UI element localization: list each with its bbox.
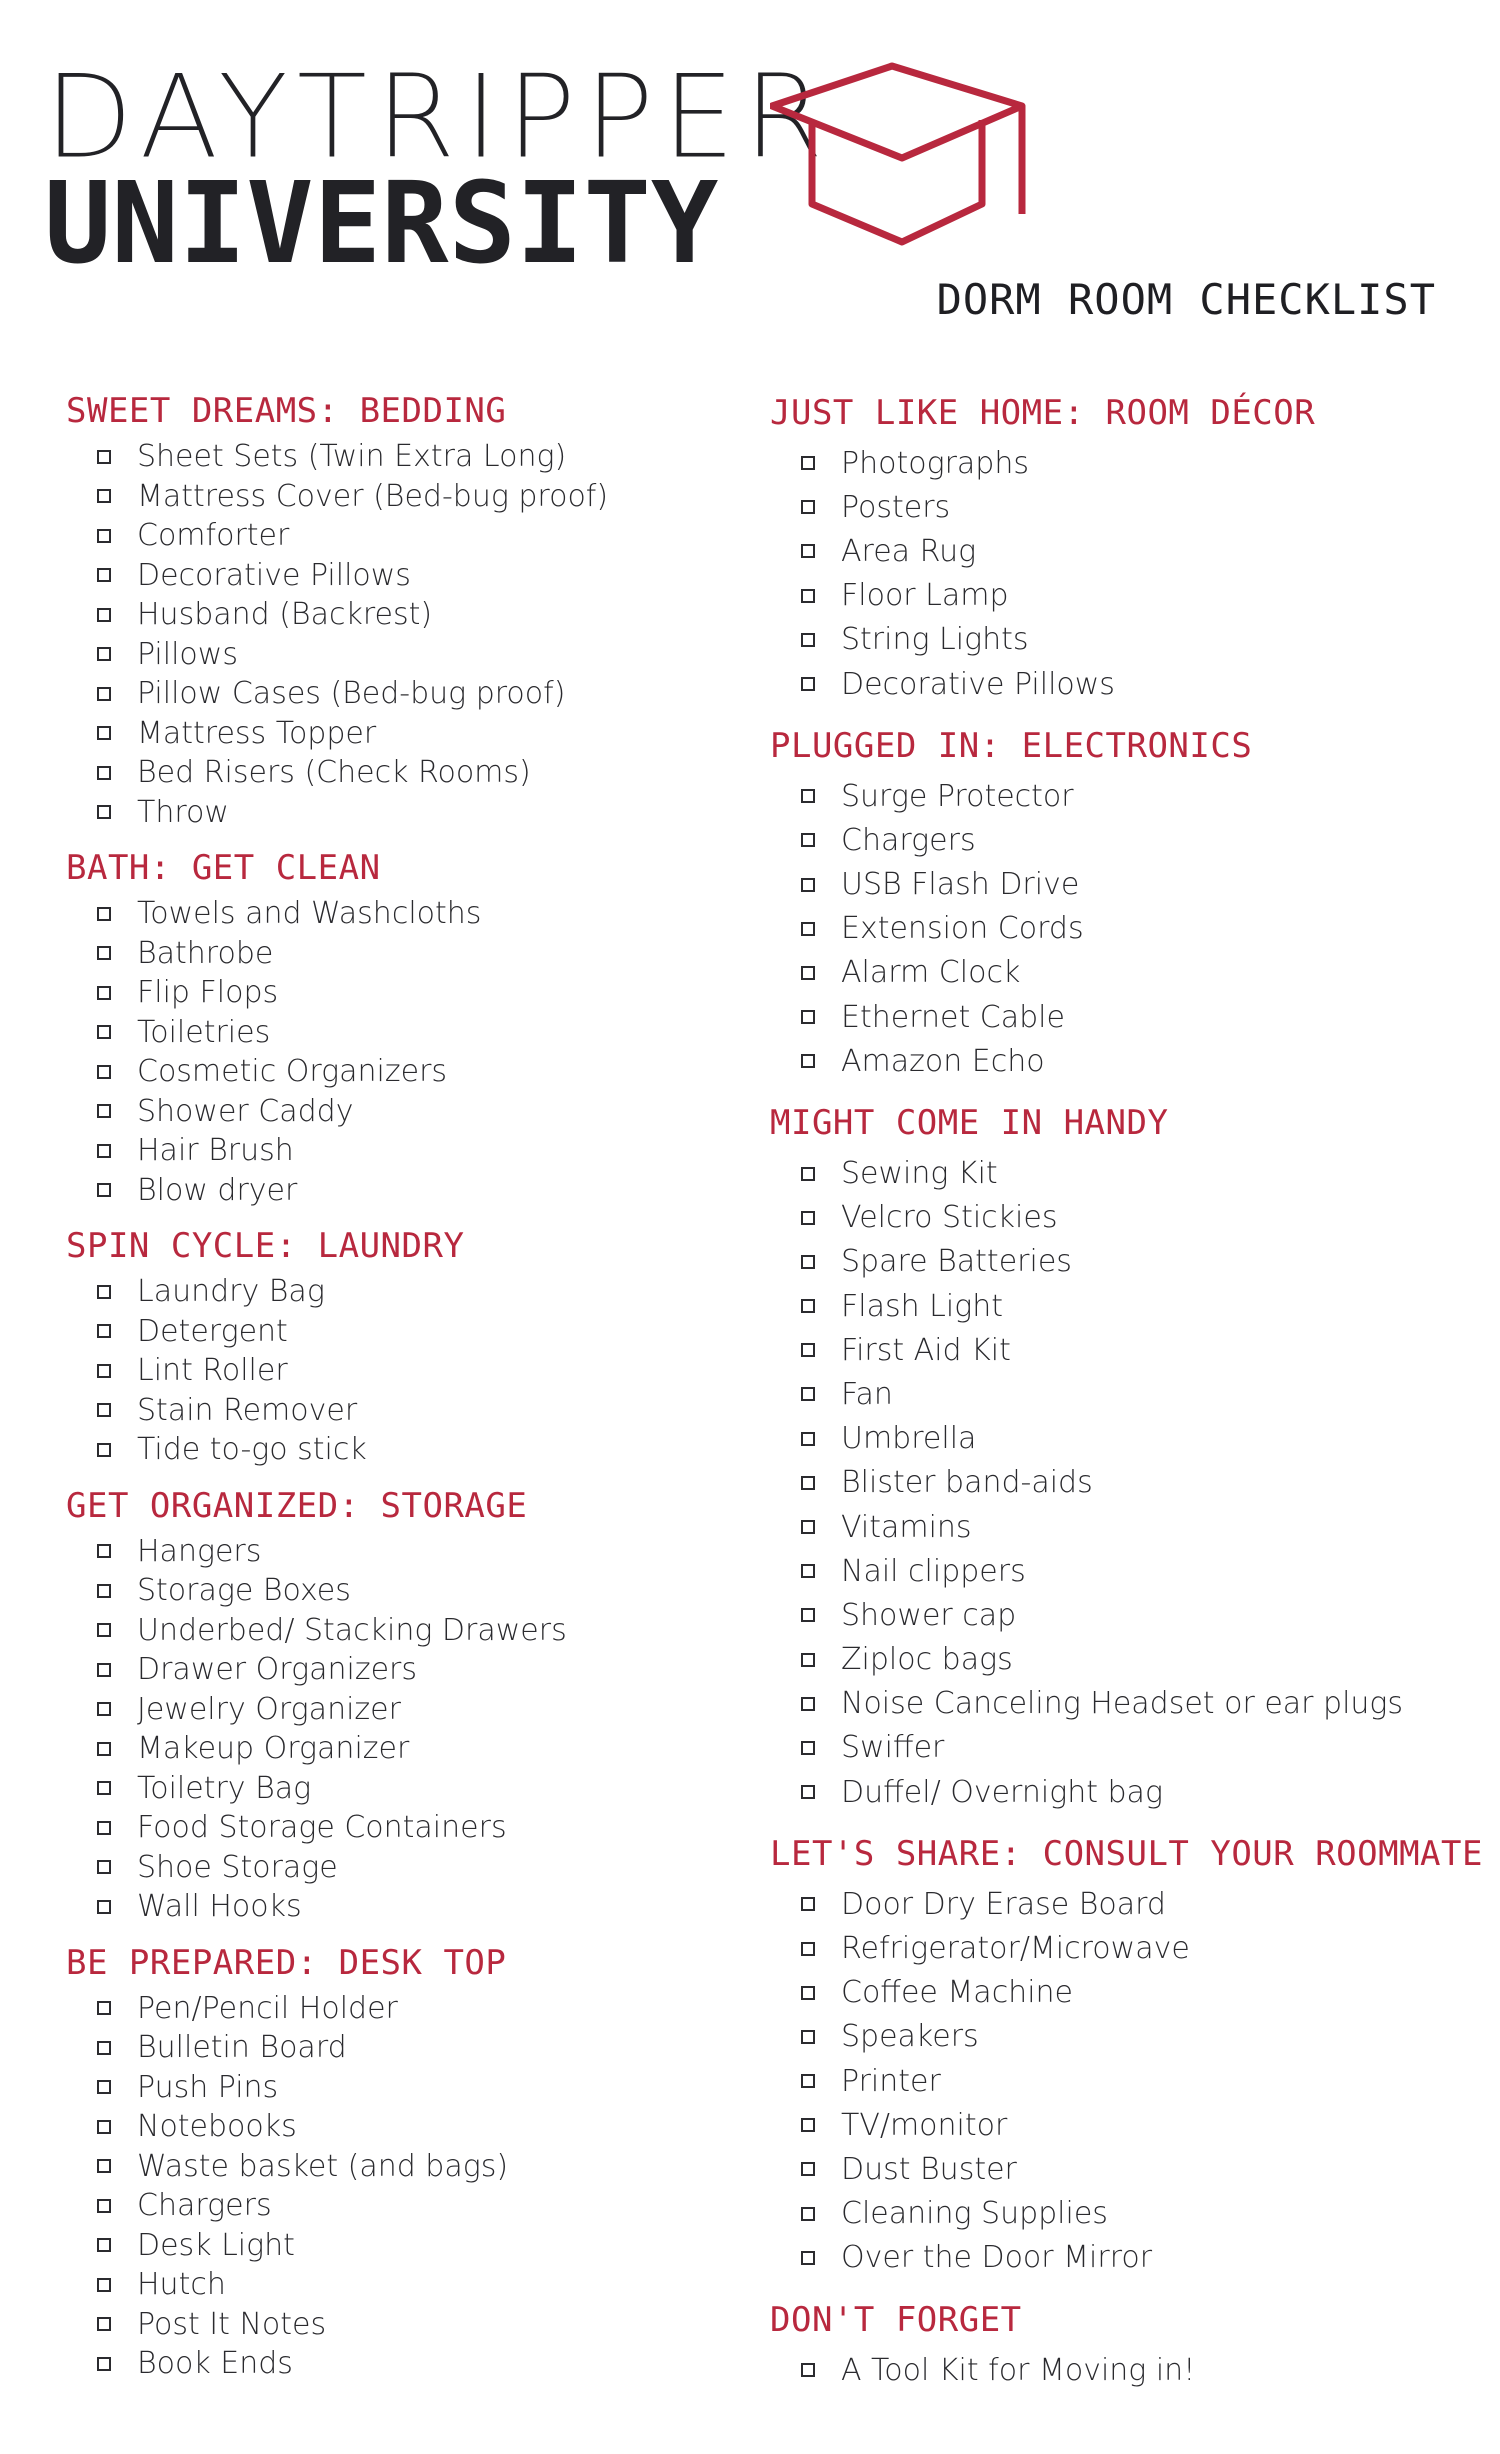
checkbox-icon[interactable] [97,2357,111,2371]
checklist-item [801,485,1460,529]
checklist-item [97,1092,746,1132]
checklist-item-label: Decorative Pillows [137,557,411,593]
checklist-item-label: TV/monitor [841,2107,1008,2143]
section-title: BE PREPARED: DESK TOP [66,1942,507,1983]
checklist-item-label: Bed Risers (Check Rooms) [137,755,531,791]
checklist-item-label: Blister band-aids [841,1465,1093,1501]
checkbox-icon[interactable] [97,1183,111,1197]
checklist-item-label: Jewelry Organizer [137,1691,401,1727]
checklist-section-might-come-in-handy [770,1095,1460,1814]
checkbox-icon[interactable] [97,805,111,819]
checklist-item [97,934,746,974]
checklist-item-label: Blow dryer [137,1172,298,1208]
checkbox-icon[interactable] [801,1167,815,1181]
checkbox-icon[interactable] [801,633,815,647]
checklist-item [97,516,746,556]
checkbox-icon[interactable] [97,1781,111,1795]
checklist-item [801,1505,1460,1549]
checklist-item [97,437,746,477]
checkbox-icon[interactable] [97,1900,111,1914]
checklist-item [97,1351,746,1391]
checklist-items [770,441,1460,706]
checklist-item [97,1769,746,1809]
section-title: DON'T FORGET [770,2299,1022,2340]
checklist-item [801,1593,1460,1637]
checklist-item [801,1328,1460,1372]
checklist-item-label: Chargers [137,2188,272,2224]
checklist-item-label: Speakers [841,2019,979,2055]
right-column [770,385,1483,2404]
checklist-item [97,973,746,1013]
checkbox-icon[interactable] [801,1785,815,1799]
checkbox-icon[interactable] [97,1821,111,1835]
checklist-item-label: Husband (Backrest) [137,597,433,633]
checklist-item [97,2028,746,2068]
checklist-item-label: Fan [841,1376,893,1412]
checkbox-icon[interactable] [97,1065,111,1079]
checklist-item [801,774,1460,818]
checkbox-icon[interactable] [801,500,815,514]
checklist-items [770,1882,1460,2280]
checkbox-icon[interactable] [801,589,815,603]
section-title: GET ORGANIZED: STORAGE [66,1485,528,1526]
checklist-item [801,529,1460,573]
checkbox-icon[interactable] [801,833,815,847]
checkbox-icon[interactable] [801,1520,815,1534]
checkbox-icon[interactable] [801,2207,815,2221]
checkbox-icon[interactable] [801,966,815,980]
checklist-item-label: Mattress Cover (Bed-bug proof) [137,478,609,514]
checklist-item [97,1848,746,1888]
checklist-item-label: Storage Boxes [137,1573,351,1609]
checklist-item [801,995,1460,1039]
checklist-item [97,894,746,934]
checklist-item [801,818,1460,862]
checklist-item [801,2059,1460,2103]
checklist-item [97,1729,746,1769]
checklist-item-label: Wall Hooks [137,1889,302,1925]
checklist-section-sweet-dreams-bedding [66,385,746,832]
checklist-item [97,1171,746,1211]
checklist-item [801,441,1460,485]
checklist-item [97,2305,746,2345]
checkbox-icon[interactable] [801,878,815,892]
checklist-item-label: Shower Caddy [137,1093,354,1129]
checklist-item-label: Towels and Washcloths [137,896,482,932]
checklist-item [801,1039,1460,1083]
checklist-item-label: Throw [137,794,229,830]
checkbox-icon[interactable] [97,687,111,701]
checkbox-icon[interactable] [801,1343,815,1357]
checklist-item-label: Post It Notes [137,2306,327,2342]
checkbox-icon[interactable] [801,1010,815,1024]
checklist-item [97,1131,746,1171]
checklist-item-label: Toiletries [137,1014,271,1050]
section-title: LET'S SHARE: CONSULT YOUR ROOMMATE [770,1834,1483,1875]
checklist-section-bath-get-clean [66,842,746,1210]
checkbox-icon[interactable] [97,1860,111,1874]
checklist-item [801,1638,1460,1682]
checklist-item [801,1372,1460,1416]
checklist-item-label: Toiletry Bag [137,1770,312,1806]
checkbox-icon[interactable] [97,1443,111,1457]
checkbox-icon[interactable] [801,1564,815,1578]
checkbox-icon[interactable] [97,1742,111,1756]
checklist-item-label: Waste basket (and bags) [137,2148,509,2184]
checklist-item [97,1808,746,1848]
checklist-item-label: Over the Door Mirror [841,2240,1153,2276]
checkbox-icon[interactable] [97,2317,111,2331]
checkbox-icon[interactable] [97,1584,111,1598]
checkbox-icon[interactable] [97,529,111,543]
checklist-item [801,1196,1460,1240]
checkbox-icon[interactable] [97,766,111,780]
checklist-item [97,1571,746,1611]
checklist-item-label: Coffee Machine [841,1975,1074,2011]
checklist-section-be-prepared-desk-top [66,1937,746,2384]
checklist-item [97,2186,746,2226]
section-title: BATH: GET CLEAN [66,848,381,888]
checklist-item [97,1013,746,1053]
checklist-item-label: Food Storage Containers [137,1810,507,1846]
checklist-item [801,2348,1460,2392]
checklist-item [801,1926,1460,1970]
checklist-item [801,2236,1460,2280]
checklist-items [66,894,746,1210]
checklist-item [97,2147,746,2187]
checklist-item [801,1549,1460,1593]
checkbox-icon[interactable] [97,1702,111,1716]
checklist-items [66,1272,746,1470]
checklist-item [801,2103,1460,2147]
checklist-item [801,907,1460,951]
checkbox-icon[interactable] [97,1104,111,1118]
checklist-item [97,793,746,833]
section-title: PLUGGED IN: ELECTRONICS [770,726,1253,767]
checklist-item [801,1770,1460,1814]
checkbox-icon[interactable] [97,1364,111,1378]
checklist-item-label: Extension Cords [841,911,1084,947]
checkbox-icon[interactable] [97,1025,111,1039]
checklist-item-label: Laundry Bag [137,1274,325,1310]
checkbox-icon[interactable] [97,1324,111,1338]
checklist-item [801,1284,1460,1328]
checklist-item [801,1882,1460,1926]
checklist-item [97,1989,746,2029]
checklist-item-label: Push Pins [137,2069,279,2105]
checklist-item [97,714,746,754]
checklist-item-label: Sewing Kit [841,1156,998,1192]
checklist-item [97,477,746,517]
checklist-item-label: Pillows [137,636,238,672]
checklist-section-don-t-forget [770,2292,1460,2392]
checkbox-icon[interactable] [97,568,111,582]
checkbox-icon[interactable] [97,2278,111,2292]
checklist-item-label: Sheet Sets (Twin Extra Long) [137,439,567,475]
checklist-item [97,1312,746,1352]
checkbox-icon[interactable] [97,1144,111,1158]
checklist-item-label: Comforter [137,518,290,554]
checkbox-icon[interactable] [97,1663,111,1677]
checkbox-icon[interactable] [801,2363,815,2377]
brand-name-line2: UNIVERSITY [44,159,719,289]
checkbox-icon[interactable] [97,986,111,1000]
checkbox-icon[interactable] [801,1653,815,1667]
checklist-item-label: Cosmetic Organizers [137,1054,448,1090]
checklist-item-label: Dust Buster [841,2151,1017,2187]
checklist-item [801,1971,1460,2015]
checkbox-icon[interactable] [801,2162,815,2176]
checklist-item-label: Flip Flops [137,975,279,1011]
checklist-item-label: Amazon Echo [841,1043,1045,1079]
checklist-item-label: Surge Protector [841,778,1074,814]
checklist-item-label: Pillow Cases (Bed-bug proof) [137,676,566,712]
checkbox-icon[interactable] [801,1942,815,1956]
checkbox-icon[interactable] [801,2118,815,2132]
checklist-item-label: Velcro Stickies [841,1200,1058,1236]
checklist-item-label: Ziploc bags [841,1642,1013,1678]
checklist-item [97,1052,746,1092]
checkbox-icon[interactable] [97,2001,111,2015]
checklist-section-get-organized-storage [66,1480,746,1927]
checklist-item [97,1887,746,1927]
checklist-item-label: Bathrobe [137,935,274,971]
checkbox-icon[interactable] [801,1211,815,1225]
checklist-items [66,1989,746,2384]
checklist-item-label: Tide to-go stick [137,1432,367,1468]
checkbox-icon[interactable] [97,1544,111,1558]
checklist-items [770,2348,1460,2392]
checklist-item-label: Pen/Pencil Holder [137,1990,398,2026]
checklist-item [801,2147,1460,2191]
checklist-item-label: Stain Remover [137,1392,358,1428]
checkbox-icon[interactable] [801,2074,815,2088]
section-title: MIGHT COME IN HANDY [770,1103,1169,1144]
checklist-item-label: Ethernet Cable [841,999,1065,1035]
checklist-section-plugged-in-electronics [770,718,1460,1083]
checklist-item [97,674,746,714]
checkbox-icon[interactable] [801,1608,815,1622]
checklist-item-label: First Aid Kit [841,1332,1011,1368]
checklist-item-label: Posters [841,489,951,525]
checklist-item-label: Flash Light [841,1288,1003,1324]
checklist-item-label: Floor Lamp [841,578,1009,614]
checklist-item-label: Decorative Pillows [841,666,1115,702]
checklist-item-label: Umbrella [841,1421,977,1457]
section-title: JUST LIKE HOME: ROOM DÉCOR [770,393,1316,433]
checklist-item [97,1690,746,1730]
checklist-item [97,1272,746,1312]
checklist-item-label: Hangers [137,1533,262,1569]
checkbox-icon[interactable] [97,2238,111,2252]
section-title: SWEET DREAMS: BEDDING [66,391,507,431]
checkbox-icon[interactable] [97,2080,111,2094]
checklist-section-let-s-share-consult-your-roommate [770,1826,1483,2280]
checklist-item [97,1532,746,1572]
checklist-item-label: Chargers [841,822,976,858]
checkbox-icon[interactable] [97,450,111,464]
checklist-item-label: Underbed/ Stacking Drawers [137,1612,567,1648]
checklist-item-label: Shower cap [841,1597,1017,1633]
checkbox-icon[interactable] [97,2199,111,2213]
checklist-item [801,1151,1460,1195]
checklist-item-label: Swiffer [841,1730,945,1766]
checklist-item [801,574,1460,618]
checkbox-icon[interactable] [801,2030,815,2044]
checklist-item-label: Detergent [137,1313,288,1349]
checklist-item-label: Shoe Storage [137,1849,338,1885]
checklist-item-label: Notebooks [137,2109,297,2145]
checklist-item-label: Lint Roller [137,1353,288,1389]
checklist-item [801,662,1460,706]
checkbox-icon[interactable] [97,2041,111,2055]
checklist-item-label: Drawer Organizers [137,1652,418,1688]
checklist-item-label: Nail clippers [841,1553,1026,1589]
checkbox-icon[interactable] [801,789,815,803]
checklist-item [801,2015,1460,2059]
left-column [66,385,746,2394]
checkbox-icon[interactable] [801,1054,815,1068]
checklist-item-label: USB Flash Drive [841,867,1080,903]
checkbox-icon[interactable] [801,544,815,558]
checklist-item [97,595,746,635]
checkbox-icon[interactable] [801,1897,815,1911]
checkbox-icon[interactable] [97,726,111,740]
checklist-item [97,2226,746,2266]
graduation-cap-icon [770,62,1030,252]
checklist-item [801,1682,1460,1726]
checkbox-icon[interactable] [97,1285,111,1299]
checklist-item [801,951,1460,995]
checkbox-icon[interactable] [97,608,111,622]
checklist-item-label: Alarm Clock [841,955,1021,991]
checklist-item [97,2344,746,2384]
checklist-item-label: Mattress Topper [137,715,377,751]
checklist-items [66,1532,746,1927]
checklist-item [97,1391,746,1431]
checkbox-icon[interactable] [801,1476,815,1490]
checklist-item-label: Duffel/ Overnight bag [841,1774,1163,1810]
checklist-item-label: Area Rug [841,533,977,569]
checklist-item [97,753,746,793]
checkbox-icon[interactable] [97,1403,111,1417]
checkbox-icon[interactable] [97,2159,111,2173]
checklist-item [97,2265,746,2305]
checklist-item-label: Spare Batteries [841,1244,1072,1280]
checklist-item [801,863,1460,907]
checklist-item [801,1726,1460,1770]
checklist-section-spin-cycle-laundry [66,1220,746,1470]
checkbox-icon[interactable] [801,922,815,936]
checklist-item-label: A Tool Kit for Moving in! [841,2352,1196,2388]
checkbox-icon[interactable] [801,1432,815,1446]
checkbox-icon[interactable] [801,2251,815,2265]
checklist-item [801,1240,1460,1284]
checklist-item [97,2068,746,2108]
checklist-items [770,774,1460,1083]
document-title: DORM ROOM CHECKLIST [936,275,1436,324]
checklist-item-label: Noise Canceling Headset or ear plugs [841,1686,1404,1722]
checklist-item-label: Book Ends [137,2346,293,2382]
checklist-item [801,618,1460,662]
checklist-item-label: Hutch [137,2267,226,2303]
checklist-item-label: Refrigerator/Microwave [841,1931,1190,1967]
checklist-item-label: Cleaning Supplies [841,2196,1108,2232]
checkbox-icon[interactable] [97,1623,111,1637]
checklist-item [801,1461,1460,1505]
checkbox-icon[interactable] [97,2120,111,2134]
checkbox-icon[interactable] [801,456,815,470]
checklist-item-label: Printer [841,2063,941,2099]
checklist-item-label: Vitamins [841,1509,972,1545]
checkbox-icon[interactable] [801,1986,815,2000]
checklist-item [801,1417,1460,1461]
checklist-item [97,635,746,675]
checkbox-icon[interactable] [801,677,815,691]
checklist-item-label: Bulletin Board [137,2030,347,2066]
checklist-item-label: Photographs [841,445,1029,481]
checklist-item-label: Door Dry Erase Board [841,1886,1166,1922]
checklist-item-label: Hair Brush [137,1133,294,1169]
checklist-item [97,2107,746,2147]
checklist-items [770,1151,1460,1814]
checklist-item [97,1650,746,1690]
checkbox-icon[interactable] [801,1299,815,1313]
checklist-item [801,2192,1460,2236]
checkbox-icon[interactable] [97,946,111,960]
checklist-item-label: Makeup Organizer [137,1731,410,1767]
section-title: SPIN CYCLE: LAUNDRY [66,1226,465,1266]
brand-name-line1: DAYTRIPPER [44,50,832,185]
checkbox-icon[interactable] [97,647,111,661]
checkbox-icon[interactable] [97,907,111,921]
checkbox-icon[interactable] [97,489,111,503]
checklist-section-just-like-home-room-d-cor [770,385,1460,706]
checklist-item-label: String Lights [841,622,1029,658]
checkbox-icon[interactable] [801,1697,815,1711]
checkbox-icon[interactable] [801,1255,815,1269]
checkbox-icon[interactable] [801,1741,815,1755]
checklist-item-label: Desk Light [137,2227,295,2263]
checklist-item [97,1611,746,1651]
checklist-items [66,437,746,832]
checklist-item [97,556,746,596]
checklist-item [97,1430,746,1470]
checkbox-icon[interactable] [801,1387,815,1401]
